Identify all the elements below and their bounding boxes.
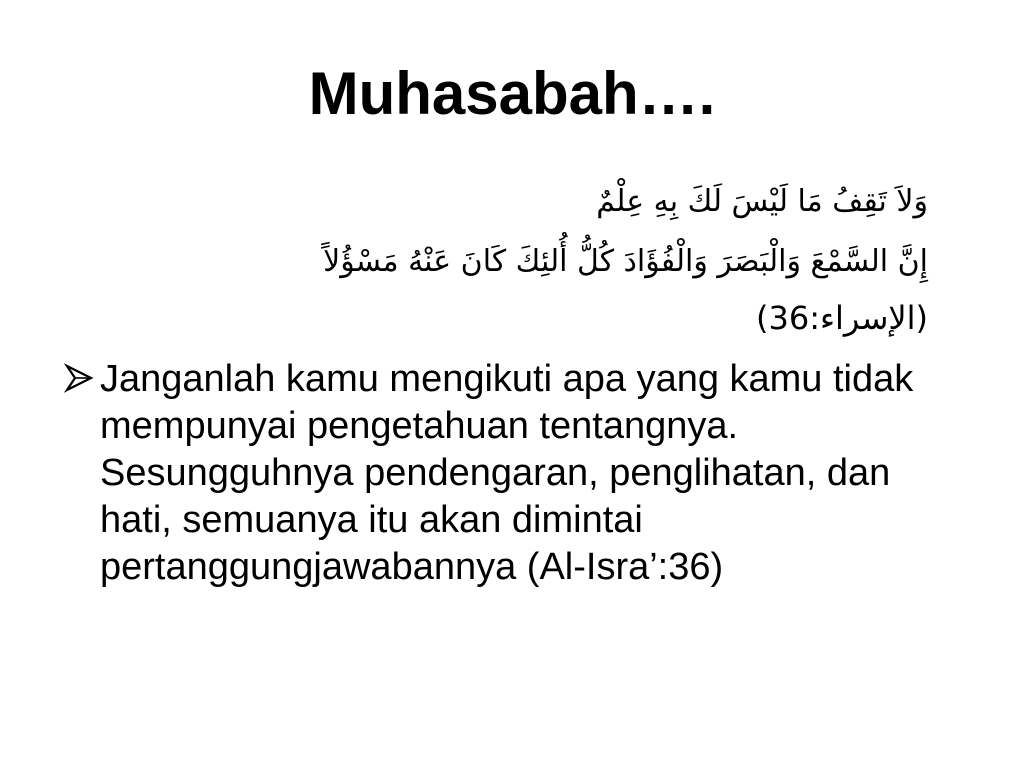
arabic-line-1: وَلاَ تَقِفُ مَا لَيْسَ لَكَ بِهِ عِلْمٌ [596,184,928,219]
arabic-line-2: إِنَّ السَّمْعَ وَالْبَصَرَ وَالْفُؤَادَ كُلُّ أُلئِكَ كَانَ عَنْهُ مَسْؤُلاً [323,244,928,279]
arabic-verse [168,172,928,344]
arabic-citation: (الإسراء:36) [755,299,928,337]
bullet-text: Janganlah kamu mengikuti apa yang kamu tidak mempunyai pengetahuan tentangnya. Sesungguhnya pendengaran, penglihatan, dan hati, semuanya itu akan dimintai pertanggungjawabannya (Al-Isra’:36) [100,358,914,588]
slide-title: Muhasabah…. [308,60,716,127]
arrow-bullet-icon [64,356,100,398]
bullet-item [64,356,964,591]
